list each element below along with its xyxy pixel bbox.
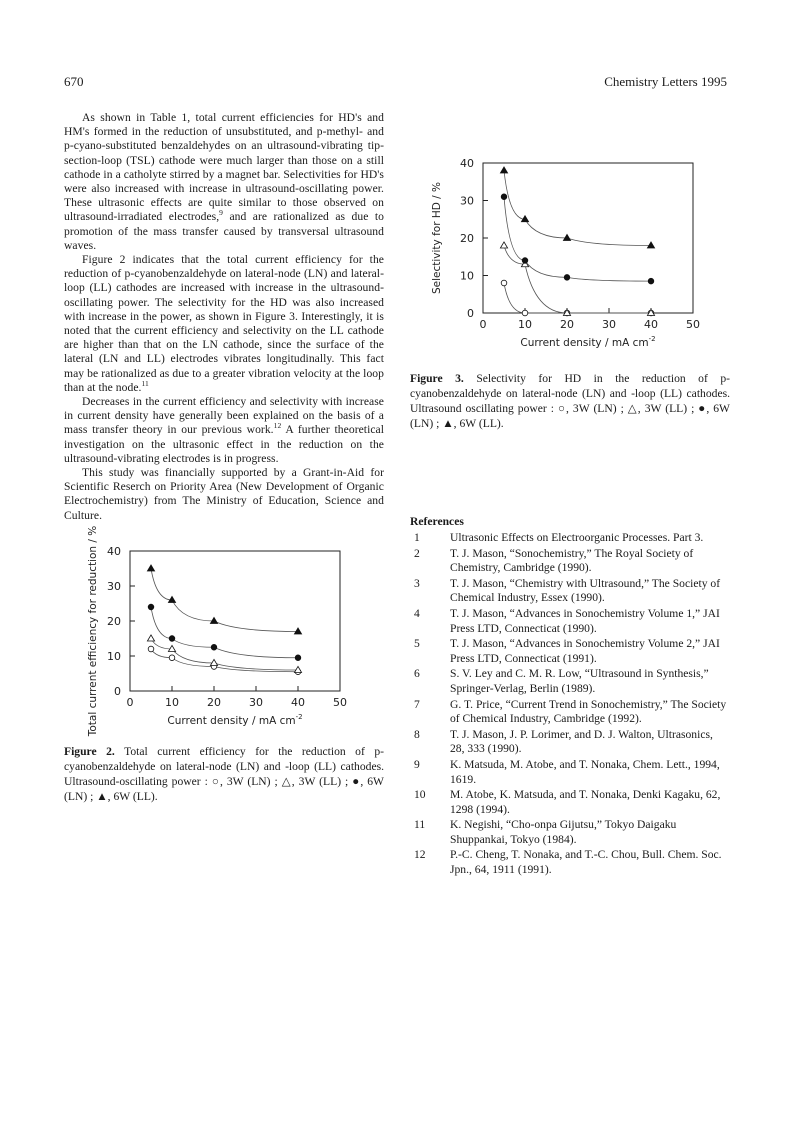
x-tick-label: 10 [518, 318, 532, 331]
data-point [295, 655, 301, 661]
y-tick-label: 0 [114, 684, 121, 698]
data-point [169, 636, 175, 642]
series-line [151, 638, 298, 670]
page-number: 670 [64, 74, 84, 89]
y-tick-label: 40 [107, 544, 121, 558]
reference-number: 5 [414, 637, 420, 651]
data-point [211, 644, 217, 650]
paragraph-2: Figure 2 indicates that the total current efficiency for the reduction of p-cyanobenzaldehyde on lateral-node (LN) and lateral-loop (LL) cathodes are increased with increase in the ultrasound-oscillating power. The selectivity for the HD was also increased with increase in the power, as shown in Figure 3. Interestingly, it is noted that the current efficiency and selectivity on the LL cathode are higher than that on the LN cathode, since the surface of the lateral (LN and LL) electrodes vibrates longitudinally. This fact may be rationalized as due to a greater vibration velocity at the loop than at the node.$^{11}$ [64, 253, 384, 394]
reference-text: T. J. Mason, “Advances in Sonochemistry Volume 1,” JAI Press LTD, Connecticat (1990). [450, 606, 720, 635]
reference-item [410, 577, 730, 606]
references-title: References [410, 515, 464, 528]
x-tick-label: 0 [126, 695, 134, 709]
data-point [522, 310, 528, 316]
body-text [64, 111, 384, 523]
y-tick-label: 10 [460, 269, 474, 283]
y-tick-label: 40 [460, 157, 474, 170]
reference-text: T. J. Mason, “Sonochemistry,” The Royal Society of Chemistry, Cambridge (1990). [450, 546, 694, 575]
x-axis-label: Current density / mA $cm^{-2}$ [167, 712, 303, 727]
x-tick-label: 10 [165, 695, 179, 709]
reference-number: 10 [414, 788, 426, 802]
reference-item [410, 698, 730, 727]
reference-item [410, 818, 730, 847]
data-point [169, 655, 175, 661]
y-tick-label: 10 [107, 649, 121, 663]
data-point [522, 258, 528, 264]
x-tick-label: 50 [686, 318, 700, 331]
figure-3 [410, 131, 730, 431]
reference-text: T. J. Mason, J. P. Lorimer, and D. J. Walton, Ultrasonics, 28, 333 (1990). [450, 727, 713, 756]
journal-header: Chemistry Letters 1995 [604, 74, 727, 89]
reference-number: 7 [414, 697, 420, 711]
data-point [563, 234, 570, 240]
reference-item [410, 788, 730, 817]
paragraph-1: As shown in Table 1, total current efficiencies for HD's and HM's formed in the reduction of unsubstituted, and p-methyl- and p-cyano-substituted benzaldehydes on an ultrasound-vibrating tip-section-loop (TSL) cathode were much larger than those on a still cathode in a catholyte stirred by a magnet bar. Selectivities for HD's were also increased with increase in ultrasound-oscillating power. These ultrasonic effects are quite similar to those observed on ultrasound-irradiated electrodes,$^9$ and are rationalized as due to promotion of the mass transfer caused by transversal ultrasound waves. [64, 111, 384, 252]
y-tick-label: 30 [107, 579, 121, 593]
references-list [410, 531, 730, 878]
reference-number: 11 [414, 818, 426, 832]
figure-3-chart [410, 131, 730, 349]
x-tick-label: 40 [291, 695, 305, 709]
x-tick-label: 20 [560, 318, 574, 331]
reference-number: 12 [414, 848, 426, 862]
x-tick-label: 30 [249, 695, 263, 709]
data-point [168, 645, 175, 651]
reference-number: 6 [414, 667, 420, 681]
reference-text: P.-C. Cheng, T. Nonaka, and T.-C. Chou, Bull. Chem. Soc. Jpn., 64, 1911 (1991). [450, 848, 722, 877]
reference-number: 8 [414, 727, 420, 741]
x-tick-label: 0 [479, 318, 487, 331]
data-point [500, 167, 507, 173]
left-column [64, 111, 384, 804]
data-point [148, 604, 154, 610]
data-point [210, 617, 217, 623]
y-tick-label: 20 [460, 232, 474, 245]
plot-frame [483, 163, 693, 313]
reference-text: K. Negishi, “Cho-onpa Gijutsu,” Tokyo Daigaku Shuppankai, Tokyo (1984). [450, 818, 677, 846]
data-point [501, 194, 507, 200]
x-tick-label: 50 [333, 695, 347, 709]
data-point [500, 242, 507, 248]
series-line [504, 246, 651, 314]
y-tick-label: 20 [107, 614, 121, 628]
reference-text: G. T. Price, “Current Trend in Sonochemistry,” The Society of Chemical Industry, Cambridge (1992). [450, 697, 727, 726]
reference-text: S. V. Ley and C. M. R. Low, “Ultrasound in Synthesis,” Springer-Verlag, Berlin (1989). [450, 667, 709, 695]
reference-item [410, 728, 730, 757]
reference-text: K. Matsuda, M. Atobe, and T. Nonaka, Chem. Lett., 1994, 1619. [450, 757, 720, 786]
data-point [648, 278, 654, 284]
reference-number: 9 [414, 757, 420, 771]
data-point [147, 635, 154, 641]
references-section [410, 515, 730, 878]
data-point [294, 628, 301, 634]
x-axis-label: Current density / mA $cm^{-2}$ [520, 335, 656, 349]
y-axis-label: Total current efficiency for reduction / % [87, 525, 99, 737]
data-point [147, 565, 154, 571]
reference-number: 2 [414, 546, 420, 560]
data-point [564, 275, 570, 281]
data-point [294, 666, 301, 672]
reference-text: M. Atobe, K. Matsuda, and T. Nonaka, Denki Kagaku, 62, 1298 (1994). [450, 788, 721, 816]
reference-item [410, 607, 730, 636]
figure-2-caption: Figure 2. Total current efficiency for the reduction of p-cyanobenzaldehyde on lateral-node (LN) and -loop (LL) cathodes. Ultrasound-oscillating power : ○, 3W (LN) ; △, 3W (LL) ; ●, 6W (LN) ; ▲, 6W (LL). [64, 744, 384, 803]
series-line [504, 283, 651, 313]
x-tick-label: 40 [644, 318, 658, 331]
reference-text: Ultrasonic Effects on Electroorganic Processes. Part 3. [450, 531, 704, 544]
reference-item [410, 637, 730, 666]
reference-item [410, 547, 730, 576]
y-tick-label: 30 [460, 194, 474, 208]
reference-number: 3 [414, 576, 420, 590]
data-point [210, 659, 217, 665]
x-tick-label: 30 [602, 318, 616, 331]
figure-2-chart [64, 525, 384, 737]
y-axis-label: Selectivity for HD / % [431, 181, 443, 295]
y-tick-label: 0 [467, 307, 474, 320]
x-tick-label: 20 [207, 695, 221, 709]
data-point [148, 646, 154, 652]
paragraph-3: Decreases in the current efficiency and selectivity with increase in current density have generally been explained on the basis of a mass transfer theory in our previous work.$^{12}$ A further theoretical investigation on the ultrasonic effect in the reduction on the ultrasound-vibrating electrodes is in progress. [64, 395, 385, 465]
data-point [501, 280, 507, 286]
reference-item [410, 848, 730, 877]
reference-number: 4 [414, 606, 420, 620]
figure-3-caption: Figure 3. Selectivity for HD in the reduction of p-cyanobenzaldehyde on lateral-node (LN) and -loop (LL) cathodes. Ultrasound oscillating power : ○, 3W (LN) ; △, 3W (LL) ; ●, 6W (LN) ; ▲, 6W (LL). [410, 372, 730, 430]
reference-item [410, 531, 730, 546]
right-column [410, 111, 730, 879]
reference-item [410, 667, 730, 696]
reference-text: T. J. Mason, “Chemistry with Ultrasound,” The Society of Chemical Industry, Essex (1990). [450, 576, 721, 605]
series-line [504, 171, 651, 246]
reference-item [410, 758, 730, 787]
data-point [647, 242, 654, 248]
reference-text: T. J. Mason, “Advances in Sonochemistry Volume 2,” JAI Press LTD, Connecticat (1991). [450, 637, 720, 665]
reference-number: 1 [414, 531, 420, 544]
paragraph-4: This study was financially supported by a Grant-in-Aid for Scientific Reserch on Priority Area (New Development of Organic Electrochemistry) from The Ministry of Education, Science and Culture. [64, 466, 384, 522]
figure-2 [64, 525, 384, 804]
